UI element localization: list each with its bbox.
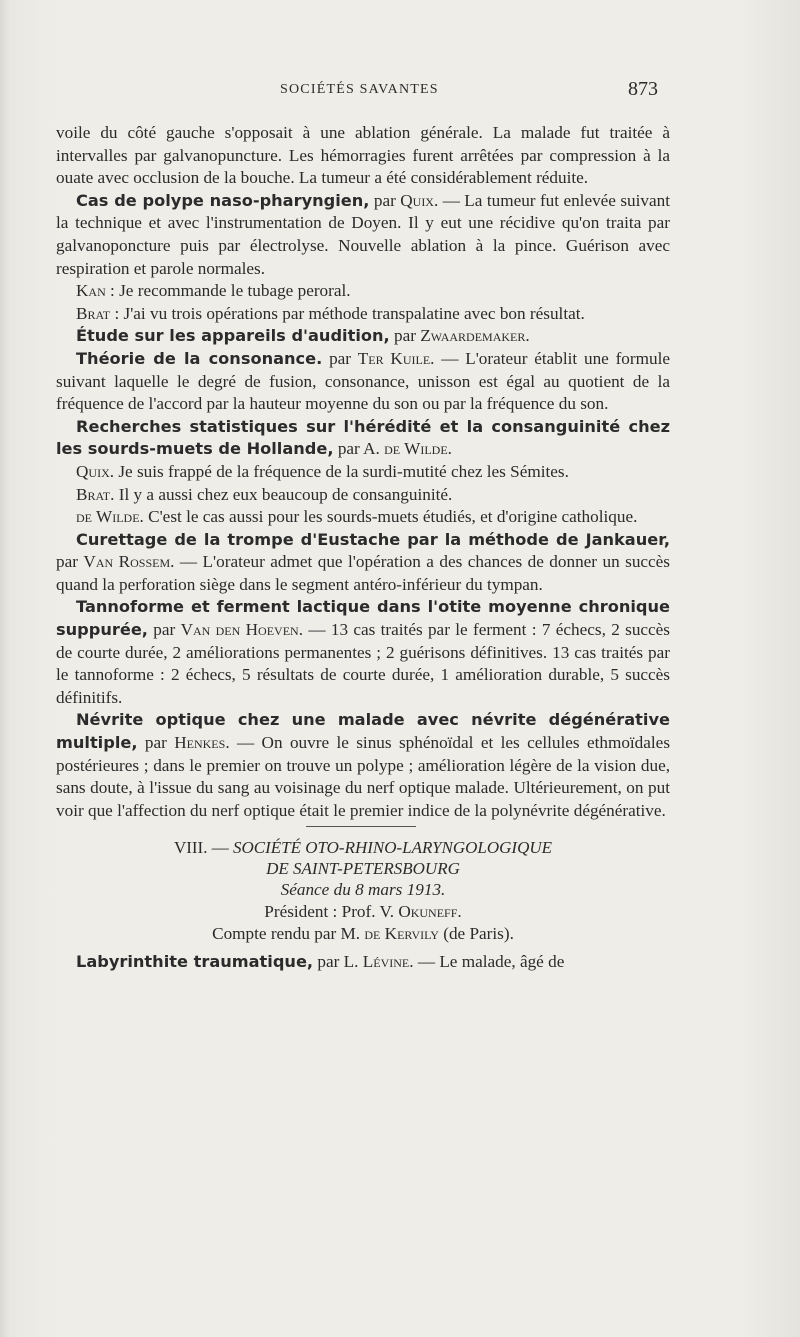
author-name: de Wilde	[384, 439, 448, 459]
body-text: . — 13 cas traités par le ferment : 7 échecs, 2 succès de courte durée, 2 améliorations permanentes ; 2 guérisons définitives. 13 cas traités par le tannoforme : 2 échecs, 5 résultats de courte durée, 1 amélioration durable, 5 succès définitifs.	[56, 620, 670, 707]
report-line	[56, 923, 670, 945]
body-text: .	[525, 326, 530, 346]
body-text: . C'est le cas aussi pour les sourds-muets étudiés, et d'origine catholique.	[139, 507, 638, 527]
president-end: .	[457, 902, 462, 922]
body-text: par L.	[313, 952, 363, 972]
author-name: Brat	[76, 303, 111, 323]
body-text: voile du côté gauche s'opposait à une ablation générale. La malade fut traitée à intervalles par galvanopuncture. Les hémorragies furent arrêtées par compression à la ouate avec occlusion de la bouche. La tumeur a été considérablement réduite.	[56, 123, 670, 188]
body-text: : J'ai vu trois opérations par méthode transpalatine avec bon résultat.	[110, 303, 585, 323]
paragraph	[56, 122, 670, 190]
paper-title: Étude sur les appareils d'audition,	[76, 326, 390, 346]
paper-title: Labyrinthite traumatique,	[76, 952, 314, 972]
paper-title: Névrite optique chez une malade avec névrite dégénérative multiple,	[56, 710, 670, 753]
paragraph	[56, 461, 670, 484]
body-text: par	[137, 733, 175, 753]
body-text: . Je suis frappé de la fréquence de la surdi-mutité chez les Sémites.	[109, 461, 569, 481]
body-text: par A.	[333, 439, 385, 459]
author-name: de Wilde	[76, 507, 140, 527]
paper-title: Théorie de la consonance.	[76, 348, 323, 368]
president-label: Président : Prof. V.	[264, 902, 399, 922]
paragraph	[56, 280, 670, 303]
author-name: Henkes	[174, 733, 226, 753]
page-number: 873	[628, 78, 658, 100]
paper-title: Cas de polype naso-pharyngien,	[76, 190, 370, 210]
president-line	[56, 901, 670, 923]
paragraph	[56, 348, 670, 416]
paragraph	[56, 709, 670, 822]
author-name: Quix	[400, 190, 434, 210]
body-text: .	[447, 439, 452, 459]
paragraph	[56, 484, 670, 507]
author-name: Lévine	[362, 952, 410, 972]
body-text: . — L'orateur établit une formule suivant laquelle le degré de fusion, consonance, unisson est égal au quotient de la fréquence de l'accord par la hauteur moyenne du son ou par la fréquence du son.	[56, 348, 670, 414]
body-text: par	[369, 190, 401, 210]
body-text: par	[147, 620, 181, 640]
body-text: . — On ouvre le sinus sphénoïdal et les cellules ethmoïdales postérieures ; dans le premier on trouve un polype ; amélioration légère de la vision due, sans doute, à l'issue du sang au voisinage du nerf optique malade. Ultérieurement, on put voir que l'affection du nerf optique était le premier indice de la polynévrite dégénérative.	[56, 733, 671, 820]
body-text: par	[322, 348, 358, 368]
report-end: (de Paris).	[438, 924, 514, 944]
body-text: . — La tumeur fut enlevée suivant la technique et avec l'instrumentation de Doyen. Il y eut une récidive qu'on traita par galvanoponcture puis par électrolyse. Nouvelle ablation à la pince. Guérison avec respiration et parole normales.	[56, 190, 670, 278]
report-author: de Kervily	[364, 924, 439, 944]
paragraph-list	[56, 122, 670, 822]
page-body	[56, 122, 670, 974]
final-paragraph	[56, 951, 670, 974]
section-title-line-1	[56, 837, 670, 858]
author-name: Brat	[76, 484, 111, 504]
paragraph	[56, 506, 670, 529]
president-name: Okuneff	[398, 902, 458, 922]
author-name: Kan	[76, 281, 106, 301]
page-header	[0, 78, 800, 104]
section-divider	[306, 826, 416, 827]
report-label: Compte rendu par M.	[212, 924, 365, 944]
running-title: SOCIÉTÉS SAVANTES	[280, 82, 439, 97]
section-title-line-2: DE SAINT-PETERSBOURG	[266, 859, 460, 879]
section-society-name: SOCIÉTÉ OTO-RHINO-LARYNGOLOGIQUE	[232, 838, 553, 858]
paragraph	[56, 416, 670, 461]
author-name: Zwaardemaker	[420, 326, 526, 346]
section-heading	[56, 837, 670, 945]
paragraph	[56, 529, 670, 597]
body-text: . — L'orateur admet que l'opération a des chances de donner un succès quand la perforation siège dans le segment antéro-inférieur du tympan.	[56, 552, 670, 594]
paragraph	[56, 303, 670, 326]
paragraph	[56, 596, 670, 709]
section-number: VIII. —	[173, 838, 229, 858]
author-name: Ter Kuile	[357, 348, 431, 368]
body-text: par	[389, 326, 421, 346]
paper-title: Tannoforme et ferment lactique dans l'otite moyenne chronique suppurée,	[56, 597, 670, 640]
paragraph	[56, 325, 670, 348]
paragraph	[56, 190, 670, 280]
paper-title: Curettage de la trompe d'Eustache par la méthode de Jankauer,	[76, 529, 670, 549]
body-text: : Je recommande le tubage peroral.	[105, 281, 351, 301]
author-name: Van Rossem	[83, 552, 171, 572]
body-text: par	[56, 552, 84, 572]
session-date: Séance du 8 mars 1913.	[280, 880, 446, 900]
author-name: Quix	[76, 461, 110, 481]
body-text: . Il y a aussi chez eux beaucoup de consanguinité.	[110, 484, 453, 504]
paper-title: Recherches statistiques sur l'hérédité et la consanguinité chez les sourds-muets de Hollande,	[56, 416, 670, 459]
author-name: Van den Hoeven	[180, 620, 299, 640]
body-text: . — Le malade, âgé de	[409, 952, 565, 972]
